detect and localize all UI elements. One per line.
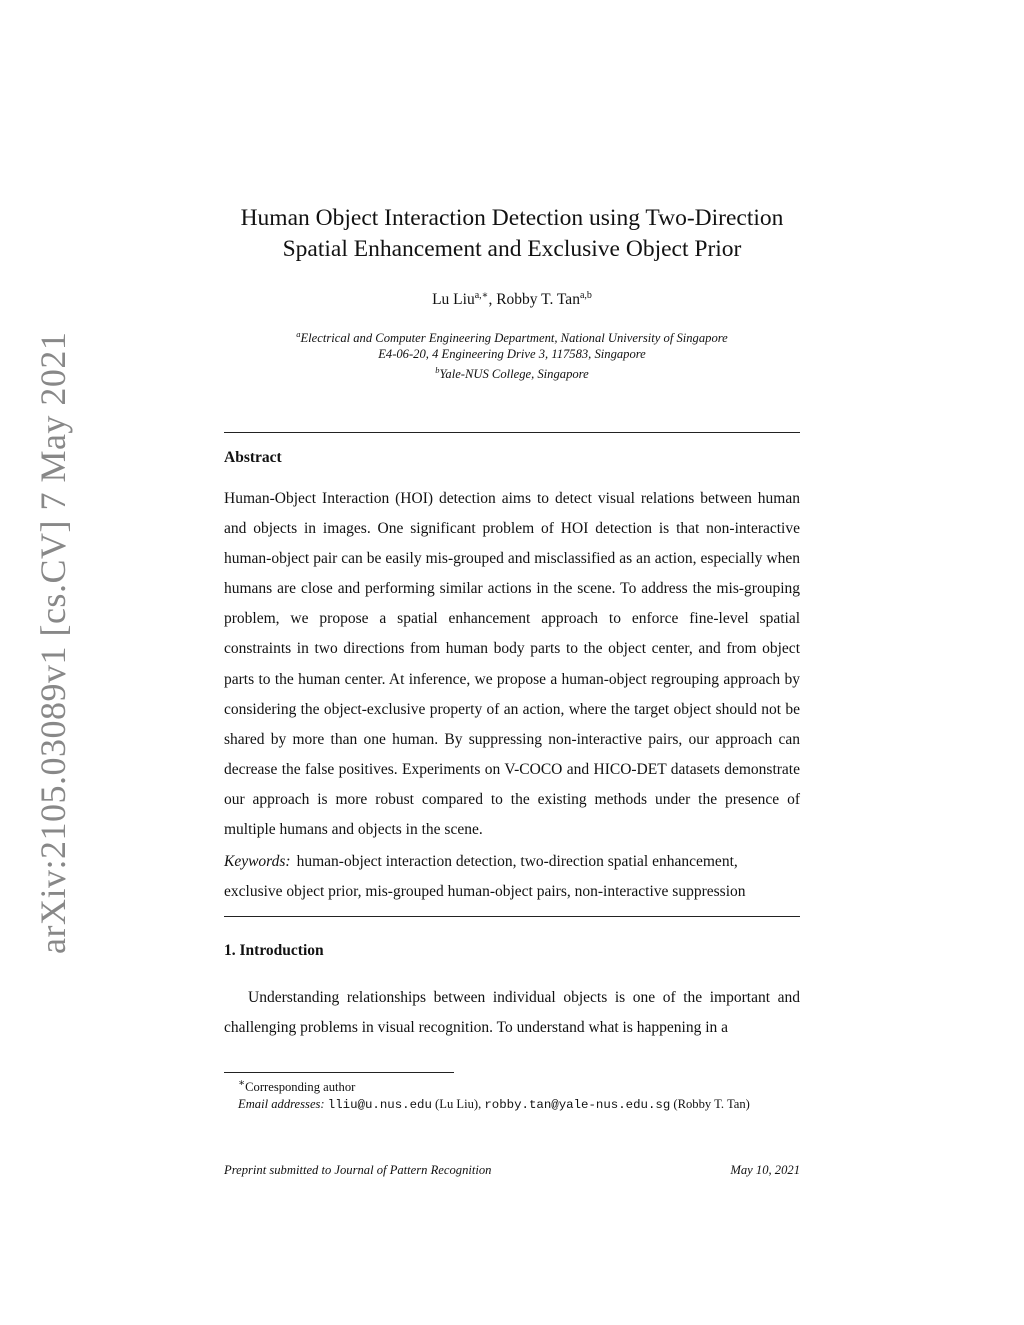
introduction-heading: 1. Introduction [224, 942, 324, 959]
title-line-1: Human Object Interaction Detection using Two-Direction [240, 205, 784, 231]
email-label: Email addresses: [238, 1096, 325, 1111]
abstract-body: Human-Object Interaction (HOI) detection aims to detect visual relations between human and objects in images. One significant problem of HOI detection is that non-interactive human-object pair can be easily mis-grouped and misclassified as an action, especially when humans are close and performing similar actions in the scene. To address the mis-grouping problem, we propose a spatial enhancement approach to enforce fine-level spatial constraints in two directions from human body parts to the object center, and from object parts to the human center. At inference, we propose a human-object regrouping approach by considering the object-exclusive property of an action, where the target object should not be shared by more than one human. By suppressing non-interactive pairs, our approach can decrease the false positives. Experiments on V-COCO and HICO-DET datasets demonstrate our approach is more robust compared to the existing methods under the presence of multiple humans and objects in the scene. [224, 490, 800, 839]
abstract-top-rule [224, 432, 800, 433]
author-1-affiliation-marks: a,∗ [474, 290, 489, 301]
footnotes [224, 1076, 814, 1113]
abstract-bottom-rule [224, 916, 800, 917]
affiliation-b-line-1: Yale-NUS College, Singapore [439, 367, 589, 382]
footer-preprint-note: Preprint submitted to Journal of Pattern Recognition [224, 1163, 492, 1177]
author-lu-liu: Lu Liu [432, 291, 475, 309]
affiliation-b [224, 362, 800, 382]
author-robby-tan: Robby T. Tan [496, 291, 580, 309]
abstract-heading: Abstract [224, 449, 282, 466]
keywords-label: Keywords: [224, 853, 291, 870]
paper-title [224, 203, 800, 265]
affiliation-a-address: E4-06-20, 4 Engineering Drive 3, 117583, Singapore [378, 347, 646, 362]
corresponding-author-note [224, 1076, 814, 1096]
keywords-text: human-object interaction detection, two-direction spatial enhancement, exclusive object prior, mis-grouped human-object pairs, non-interactive suppression [224, 853, 746, 901]
email-lu-liu[interactable]: lliu@u.nus.edu [327, 1097, 432, 1112]
corresponding-mark: ∗ [238, 1078, 246, 1089]
affiliation-a-mark: a [296, 329, 301, 339]
introduction-body: Understanding relationships between individual objects is one of the important and challenging problems in visual recognition. To understand what is happening in a [224, 989, 800, 1037]
email-addresses-note [224, 1096, 814, 1114]
corresponding-author-text: Corresponding author [245, 1080, 356, 1095]
affiliation-b-mark: b [435, 365, 440, 376]
author-2-affiliation-marks: a,b [579, 290, 592, 301]
email-1-owner: (Lu Liu), [431, 1096, 485, 1111]
affiliations [224, 326, 800, 382]
affiliation-a-line-1: Electrical and Computer Engineering Department, National University of Singapore [300, 331, 728, 346]
affiliation-a [224, 326, 800, 346]
arxiv-identifier: arXiv:2105.03089v1 [cs.CV] 7 May 2021 [33, 331, 73, 954]
title-line-2: Spatial Enhancement and Exclusive Object Prior [282, 236, 742, 262]
email-2-owner: (Robby T. Tan) [670, 1096, 750, 1111]
email-robby-tan[interactable]: robby.tan@yale-nus.edu.sg [484, 1097, 671, 1112]
footnote-rule [224, 1072, 454, 1073]
author-separator: , [488, 291, 497, 309]
keywords [224, 847, 800, 907]
footer-date: May 10, 2021 [730, 1163, 800, 1177]
page-footer [224, 1163, 800, 1178]
author-list [224, 290, 800, 309]
